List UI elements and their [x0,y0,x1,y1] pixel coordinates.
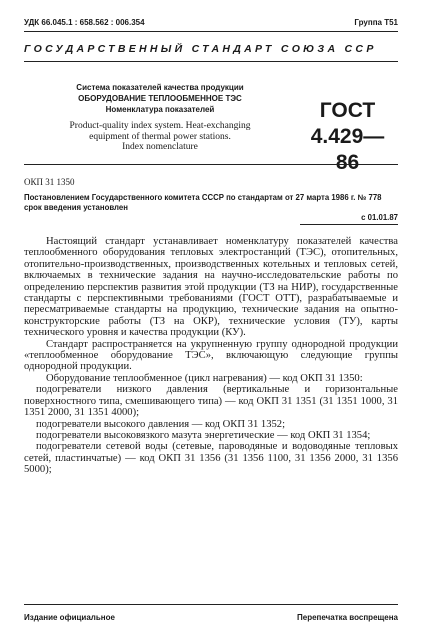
reprint-prohibited: Перепечатка воспрещена [297,613,398,622]
header-rule [24,31,398,32]
udk-code: УДК 66.045.1 : 658.562 : 006.354 [24,18,145,27]
list-item-network-water: подогреватели сетевой воды (сетевые, пароводяные и водоводяные тепловых сетей, пластинчатые) — код ОКП 31 1356 (31 1356 1100, 31 1356 2000, 31 1356 5000); [24,441,398,476]
english-title-line2: equipment of thermal power stations. [89,131,231,142]
document-body [24,236,398,476]
footer-rule [24,604,398,605]
title-block [40,82,280,115]
title-line-nomenclature: Номенклатура показателей [105,105,215,114]
okp-code: ОКП 31 1350 [24,177,75,187]
english-title-line3: Index nomenclature [122,142,198,152]
paragraph-equipment: Оборудование теплообменное (цикл нагревания) — код ОКП 31 1350: [46,372,363,384]
header-rule-2 [24,61,398,62]
paragraph-scope: Настоящий стандарт устанавливает номенклатуру показателей качества теплообменного оборудования тепловых электростанций (ТЭС), отопительных, отопительно-производственных, производственных котельных и тепловых сетей, включаемых в технические задания на научно-исследовательские работы по определению перспектив развития этой продукции (ТЗ на НИР), государственные стандарты с перспективными требованиями (ГОСТ ОТТ), разрабатываемые и пересматриваемые стандарты на продукцию, технические задания на опытно-конструкторские работы (ТЗ на ОКР), технические условия (ТУ), карты технического уровня и качества продукции (КУ). [24,236,398,339]
date-underline [300,224,398,225]
official-edition: Издание официальное [24,613,115,622]
effective-date: с 01.01.87 [361,213,398,222]
list-item-low-pressure: подогреватели низкого давления (вертикальные и горизонтальные поверхностного типа, смешивающего типа) — код ОКП 31 1351 (31 1351 1000, 31 1351 2000, 31 1351 4000); [24,384,398,419]
group-code: Группа Т51 [354,18,398,27]
standard-line: ГОСУДАРСТВЕННЫЙ СТАНДАРТ СОЮЗА ССР [24,43,377,55]
english-title [40,121,280,153]
gost-number: 4.429—86 [310,125,385,174]
paragraph-applicability: Стандарт распространяется на укрупненную группу однородной продукции «теплообменное оборудование ТЭС», включающую следующие группы однородной продукции. [24,338,398,373]
decree-text: Постановлением Государственного комитета СССР по стандартам от 27 марта 1986 г. № 778 срок введения установлен [24,193,382,212]
english-title-line1: Product-quality index system. Heat-exchanging [69,121,251,131]
list-item-fuel-oil: подогреватели высоковязкого мазута энергетические — код ОКП 31 1354; [36,429,371,441]
gost-label: ГОСТ [319,99,376,122]
title-line-system: Система показателей качества продукции [76,83,244,92]
list-item-high-pressure: подогреватели высокого давления — код ОКП 31 1352; [36,418,286,430]
title-line-equipment: ОБОРУДОВАНИЕ ТЕПЛООБМЕННОЕ ТЭС [78,94,242,103]
title-rule [24,164,398,165]
